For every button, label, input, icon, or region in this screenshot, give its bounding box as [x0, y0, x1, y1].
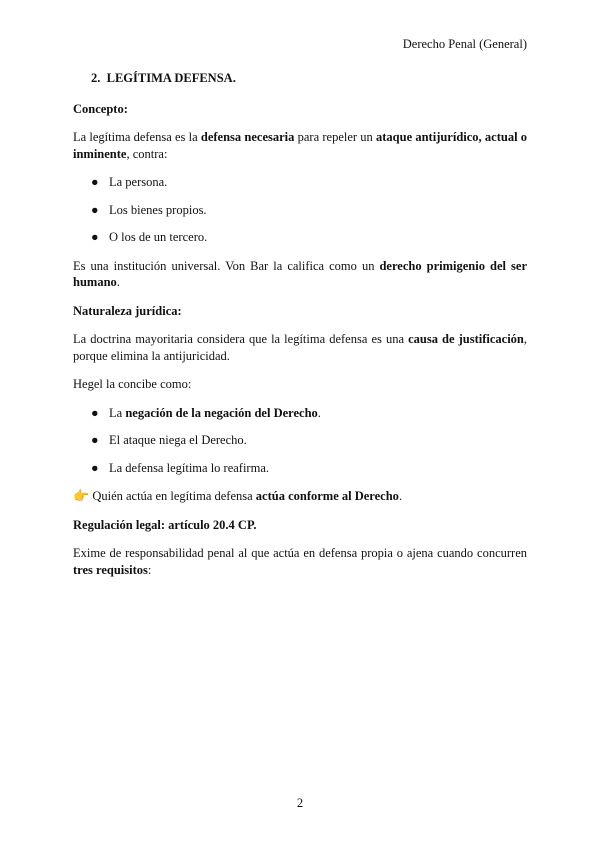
- bullet-icon: ●: [91, 175, 99, 189]
- hegel-list: [73, 405, 527, 477]
- section-title: [91, 70, 527, 87]
- hegel-paragraph: Hegel la concibe como:: [73, 377, 192, 391]
- list-item: ● La negación de la negación del Derecho.: [91, 405, 321, 420]
- bullet-icon: ●: [91, 230, 99, 244]
- note-paragraph: 👉 Quién actúa en legítima defensa actúa conforme al Derecho.: [73, 488, 403, 503]
- naturaleza-paragraph: La doctrina mayoritaria considera que la legítima defensa es una causa de justificación, porque elimina la antijuricidad.: [73, 332, 527, 363]
- regulacion-paragraph: Exime de responsabilidad penal al que actúa en defensa propia o ajena cuando concurren tres requisitos:: [73, 546, 527, 577]
- concepto-list: [73, 174, 527, 246]
- list-item: ● El ataque niega el Derecho.: [91, 433, 247, 447]
- bullet-icon: ●: [91, 202, 99, 217]
- section-title-text: LEGÍTIMA DEFENSA.: [106, 71, 236, 85]
- list-item: ● La persona.: [91, 175, 168, 189]
- concepto-paragraph-2: Es una institución universal. Von Bar la califica como un derecho primigenio del ser humano.: [73, 258, 527, 289]
- section-number: 2.: [91, 71, 101, 85]
- bullet-icon: ●: [91, 460, 99, 475]
- pointing-hand-icon: 👉: [73, 488, 90, 503]
- list-item: ● La defensa legítima lo reafirma.: [91, 460, 269, 475]
- list-item: ● Los bienes propios.: [91, 202, 207, 217]
- bullet-icon: ●: [91, 433, 99, 447]
- regulacion-heading: Regulación legal: artículo 20.4 CP.: [73, 517, 257, 532]
- page-content: [73, 70, 527, 590]
- list-item: ● O los de un tercero.: [91, 230, 208, 244]
- page-number: 2: [296, 796, 304, 810]
- running-header: Derecho Penal (General): [402, 37, 527, 51]
- concepto-paragraph: La legítima defensa es la defensa necesaria para repeler un ataque antijurídico, actual o inminente, contra:: [73, 130, 528, 161]
- bullet-icon: ●: [91, 405, 99, 420]
- concepto-heading: Concepto:: [73, 101, 128, 116]
- naturaleza-heading: Naturaleza jurídica:: [73, 303, 182, 318]
